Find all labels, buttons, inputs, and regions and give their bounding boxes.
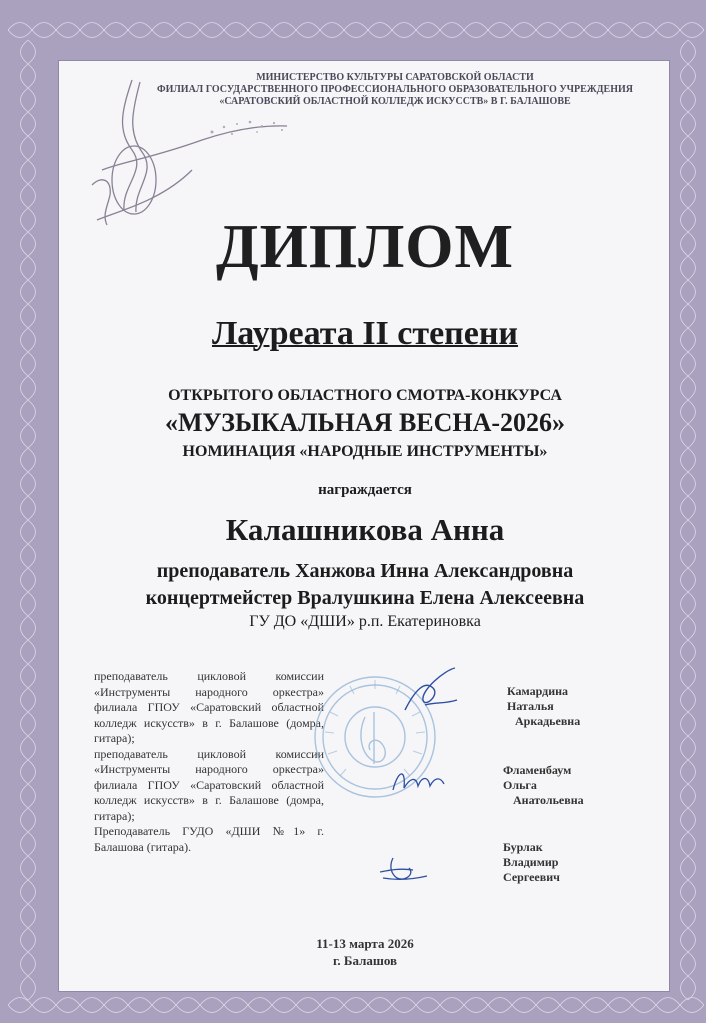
issuer-branch: ФИЛИАЛ ГОСУДАРСТВЕННОГО ПРОФЕССИОНАЛЬНОГО ОБРАЗОВАТЕЛЬНОГО УЧРЕЖДЕНИЯ xyxy=(156,84,633,95)
recipient-teacher: преподаватель Ханжова Инна Александровна xyxy=(156,560,574,582)
signatory-3-surname: Бурлак xyxy=(503,840,543,854)
recipient-school: ГУ ДО «ДШИ» р.п. Екатериновка xyxy=(249,613,481,630)
signatory-2-surname: Фламенбаум xyxy=(503,763,572,777)
signatory-3-name: Владимир xyxy=(503,855,559,869)
recipient-name: Калашникова Анна xyxy=(225,512,505,547)
issuer-ministry: МИНИСТЕРСТВО КУЛЬТУРЫ САРАТОВСКОЙ ОБЛАСТИ xyxy=(256,72,534,83)
competition-type: ОТКРЫТОГО ОБЛАСТНОГО СМОТРА-КОНКУРСА xyxy=(168,387,562,404)
event-place: г. Балашов xyxy=(332,953,398,968)
issuer-college: «САРАТОВСКИЙ ОБЛАСТНОЙ КОЛЛЕДЖ ИСКУССТВ» В Г. БАЛАШОВЕ xyxy=(219,96,571,107)
awarded-label: награждается xyxy=(318,482,412,498)
signatory-1-patronymic: Аркадьевна xyxy=(515,714,581,728)
signatory-1-surname: Камардина xyxy=(507,684,569,698)
signatory-2-name: Ольга xyxy=(503,778,537,792)
signatory-2-patronymic: Анатольевна xyxy=(513,793,584,807)
competition-nomination: НОМИНАЦИЯ «НАРОДНЫЕ ИНСТРУМЕНТЫ» xyxy=(182,443,548,460)
signatory-3-patronymic: Сергеевич xyxy=(503,870,560,884)
laureate-degree xyxy=(60,315,670,353)
event-date-place xyxy=(60,935,670,969)
jury-descriptions xyxy=(94,669,324,855)
event-date: 11-13 марта 2026 xyxy=(316,936,414,951)
competition-name: «МУЗЫКАЛЬНАЯ ВЕСНА-2026» xyxy=(164,408,566,437)
signature-flamenbaum xyxy=(388,760,448,800)
jury-description-1: преподаватель цикловой комиссии «Инструменты народного оркестра» филиала ГПОУ «Саратовский областной колледж искусств» в г. Балашове (домра, гитара); xyxy=(94,669,324,745)
jury-description-3: Преподаватель ГУДО «ДШИ №1» г. Балашова (гитара). xyxy=(94,824,324,854)
issuer-header xyxy=(140,72,650,108)
laureate-degree-text: Лауреата II степени xyxy=(211,315,519,352)
signatory-2 xyxy=(503,763,584,808)
jury-description-2: преподаватель цикловой комиссии «Инструменты народного оркестра» филиала ГПОУ «Саратовский областной колледж искусств» в г. Балашове (домра, гитара); xyxy=(94,746,324,823)
signature-kamardina xyxy=(395,660,465,720)
signatory-1 xyxy=(507,684,580,729)
diploma-title: ДИПЛОМ xyxy=(215,213,515,281)
signatory-3 xyxy=(503,840,560,885)
signatory-1-name: Наталья xyxy=(507,699,554,713)
signature-burlak xyxy=(375,850,435,885)
recipient-accompanist: концертмейстер Вралушкина Елена Алексеевна xyxy=(145,587,585,609)
